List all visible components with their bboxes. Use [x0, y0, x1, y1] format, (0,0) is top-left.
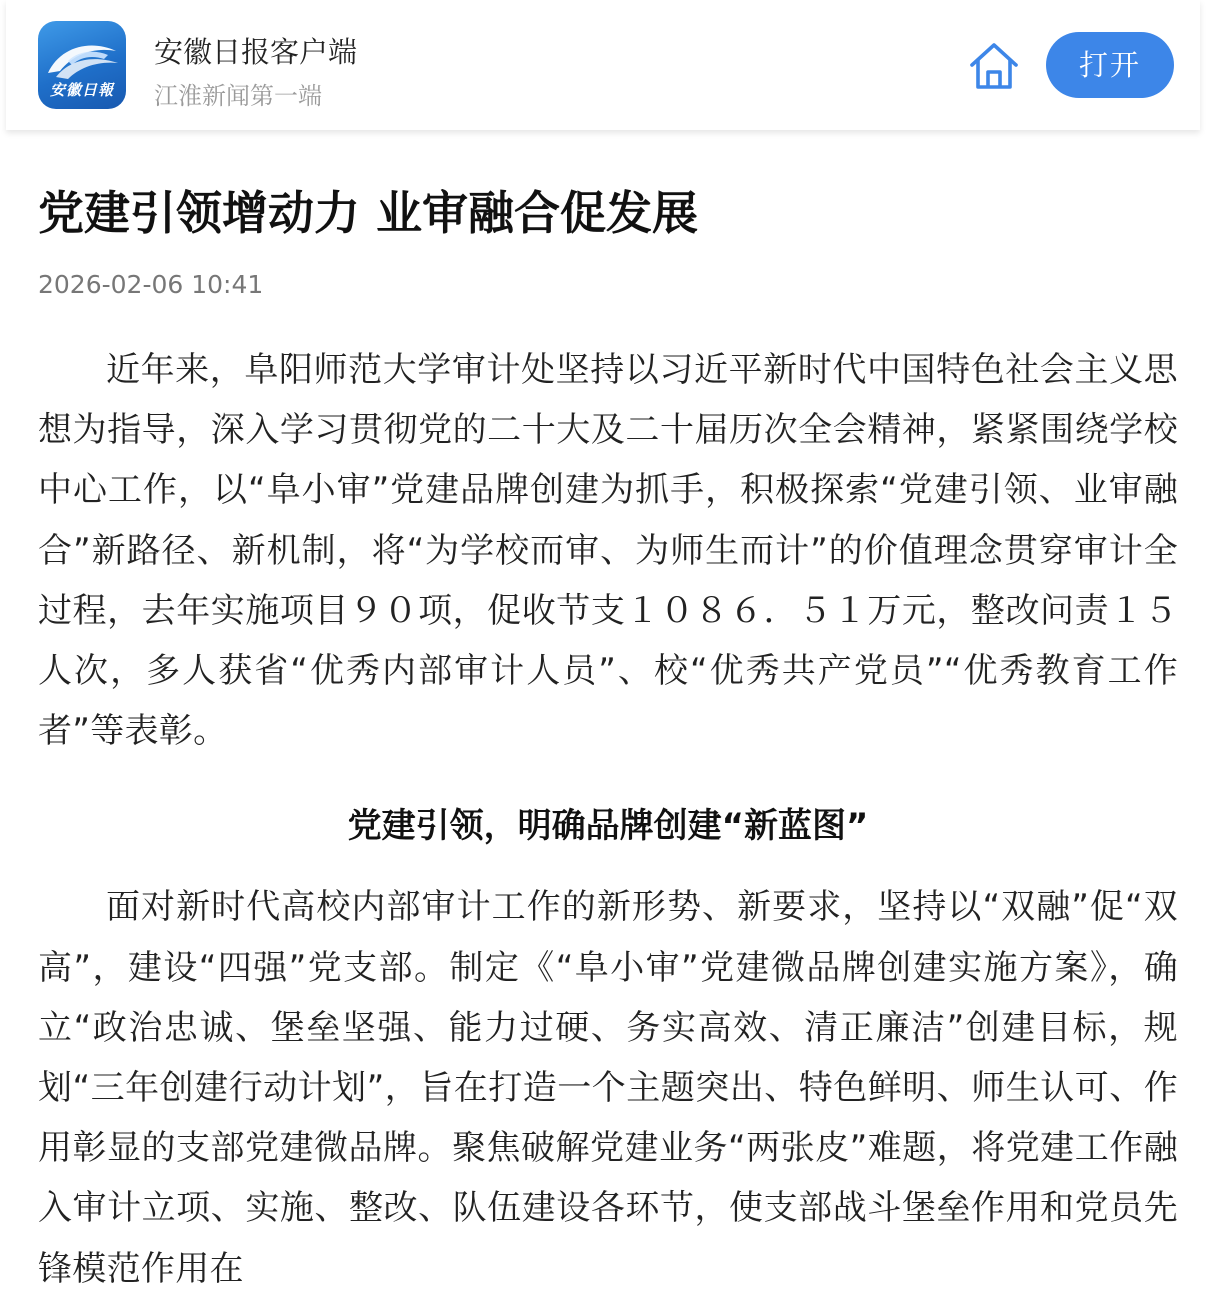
publish-date: 2026-02-06 10:41 — [38, 270, 264, 299]
logo-text: 安徽日報 — [49, 81, 114, 99]
app-banner — [6, 0, 1200, 130]
home-icon — [966, 38, 1022, 94]
home-button[interactable] — [966, 38, 1022, 94]
open-app-button[interactable]: 打开 — [1046, 32, 1174, 98]
section-heading: 党建引领，明确品牌创建“新蓝图” — [347, 806, 869, 847]
article-title: 党建引领增动力 业审融合促发展 — [38, 186, 699, 240]
app-slogan: 江淮新闻第一端 — [154, 82, 322, 110]
app-name: 安徽日报客户端 — [154, 35, 358, 69]
article — [38, 178, 1178, 1299]
article-paragraph: 面对新时代高校内部审计工作的新形势、新要求，坚持以“双融”促“双高”，建设“四强”党支部。制定《“阜小审”党建微品牌创建实施方案》，确立“政治忠诚、堡垒坚强、能力过硬、务实高效、清正廉洁”创建目标，规划“三年创建行动计划”，旨在打造一个主题突出、特色鲜明、师生认可、作用彰显的支部党建微品牌。聚焦破解党建业务“两张皮”难题，将党建工作融入审计立项、实施、整改、队伍建设各环节，使支部战斗堡垒作用和党员先锋模范作用在 — [38, 887, 1178, 1289]
article-paragraph: 近年来，阜阳师范大学审计处坚持以习近平新时代中国特色社会主义思想为指导，深入学习贯彻党的二十大及二十届历次全会精神，紧紧围绕学校中心工作，以“阜小审”党建品牌创建为抓手，积极探索“党建引领、业审融合”新路径、新机制，将“为学校而审、为师生而计”的价值理念贯穿审计全过程，去年实施项目９０项，促收节支１０８６．５１万元，整改问责１５人次，多人获省“优秀内部审计人员”、校“优秀共产党员”“优秀教育工作者”等表彰。 — [38, 350, 1178, 752]
app-logo[interactable] — [38, 21, 126, 109]
